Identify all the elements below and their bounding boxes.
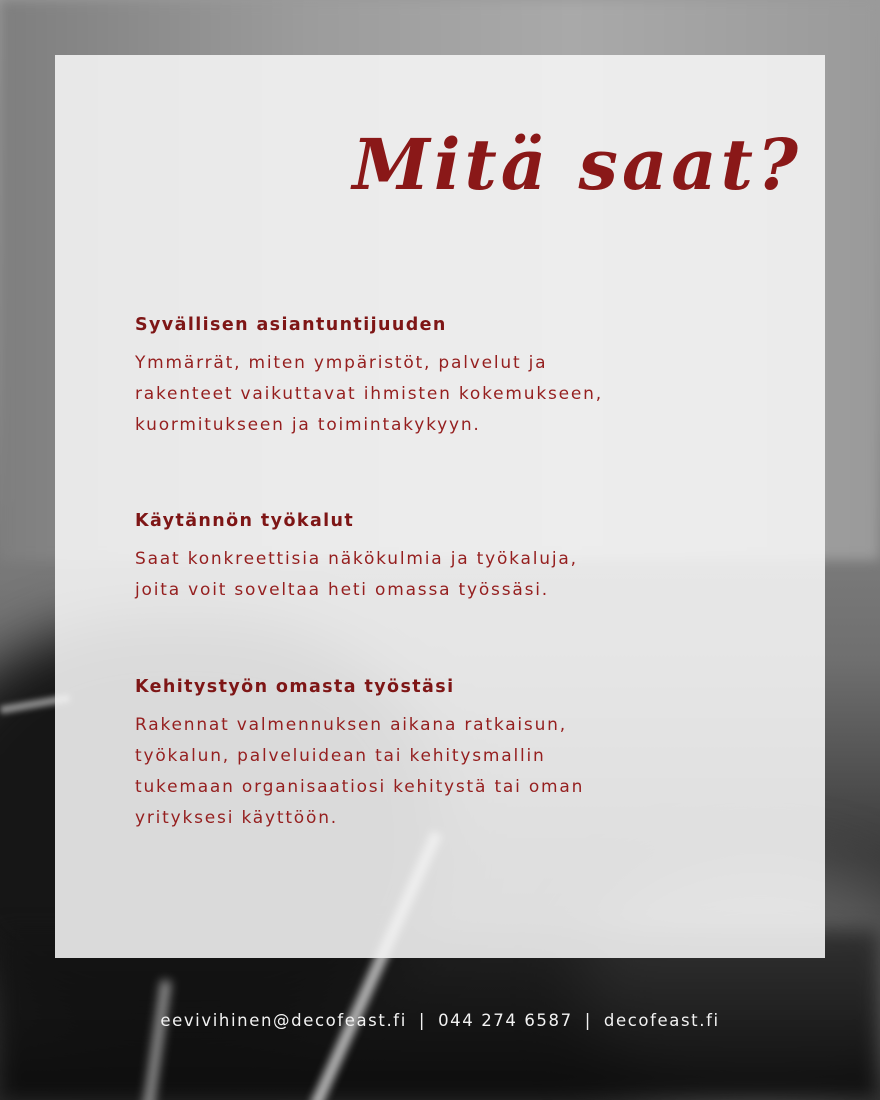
- section-body-line: Rakennat valmennuksen aikana ratkaisun,: [135, 715, 567, 735]
- page-title: Mitä saat?: [352, 123, 802, 206]
- section-body-line: kuormitukseen ja toimintakykyyn.: [135, 415, 481, 435]
- section-body-line: yrityksesi käyttöön.: [135, 808, 338, 828]
- section-body: [135, 544, 695, 606]
- contact-phone: 044 274 6587: [438, 1011, 573, 1030]
- contact-footer: [0, 1009, 880, 1033]
- benefit-section-expertise: [135, 314, 695, 441]
- section-heading: Käytännön työkalut: [135, 511, 355, 531]
- section-body-line: rakenteet vaikuttavat ihmisten kokemukseen,: [135, 384, 603, 404]
- section-body-line: joita voit soveltaa heti omassa työssäsi.: [135, 580, 549, 600]
- footer-separator: |: [584, 1011, 592, 1030]
- section-body-line: Saat konkreettisia näkökulmia ja työkaluja,: [135, 549, 578, 569]
- section-body: [135, 710, 695, 834]
- footer-separator: |: [418, 1011, 427, 1030]
- benefit-section-tools: [135, 510, 695, 606]
- section-heading: Kehitystyön omasta työstäsi: [135, 677, 455, 697]
- section-body-line: Ymmärrät, miten ympäristöt, palvelut ja: [135, 353, 548, 373]
- section-body: [135, 348, 695, 441]
- contact-website: decofeast.fi: [603, 1011, 720, 1030]
- benefit-section-development: [135, 676, 695, 834]
- section-heading: Syvällisen asiantuntijuuden: [135, 315, 447, 335]
- section-body-line: tukemaan organisaatiosi kehitystä tai oman: [135, 777, 585, 797]
- contact-email: eevivihinen@decofeast.fi: [160, 1011, 407, 1030]
- section-body-line: työkalun, palveluidean tai kehitysmallin: [135, 746, 546, 766]
